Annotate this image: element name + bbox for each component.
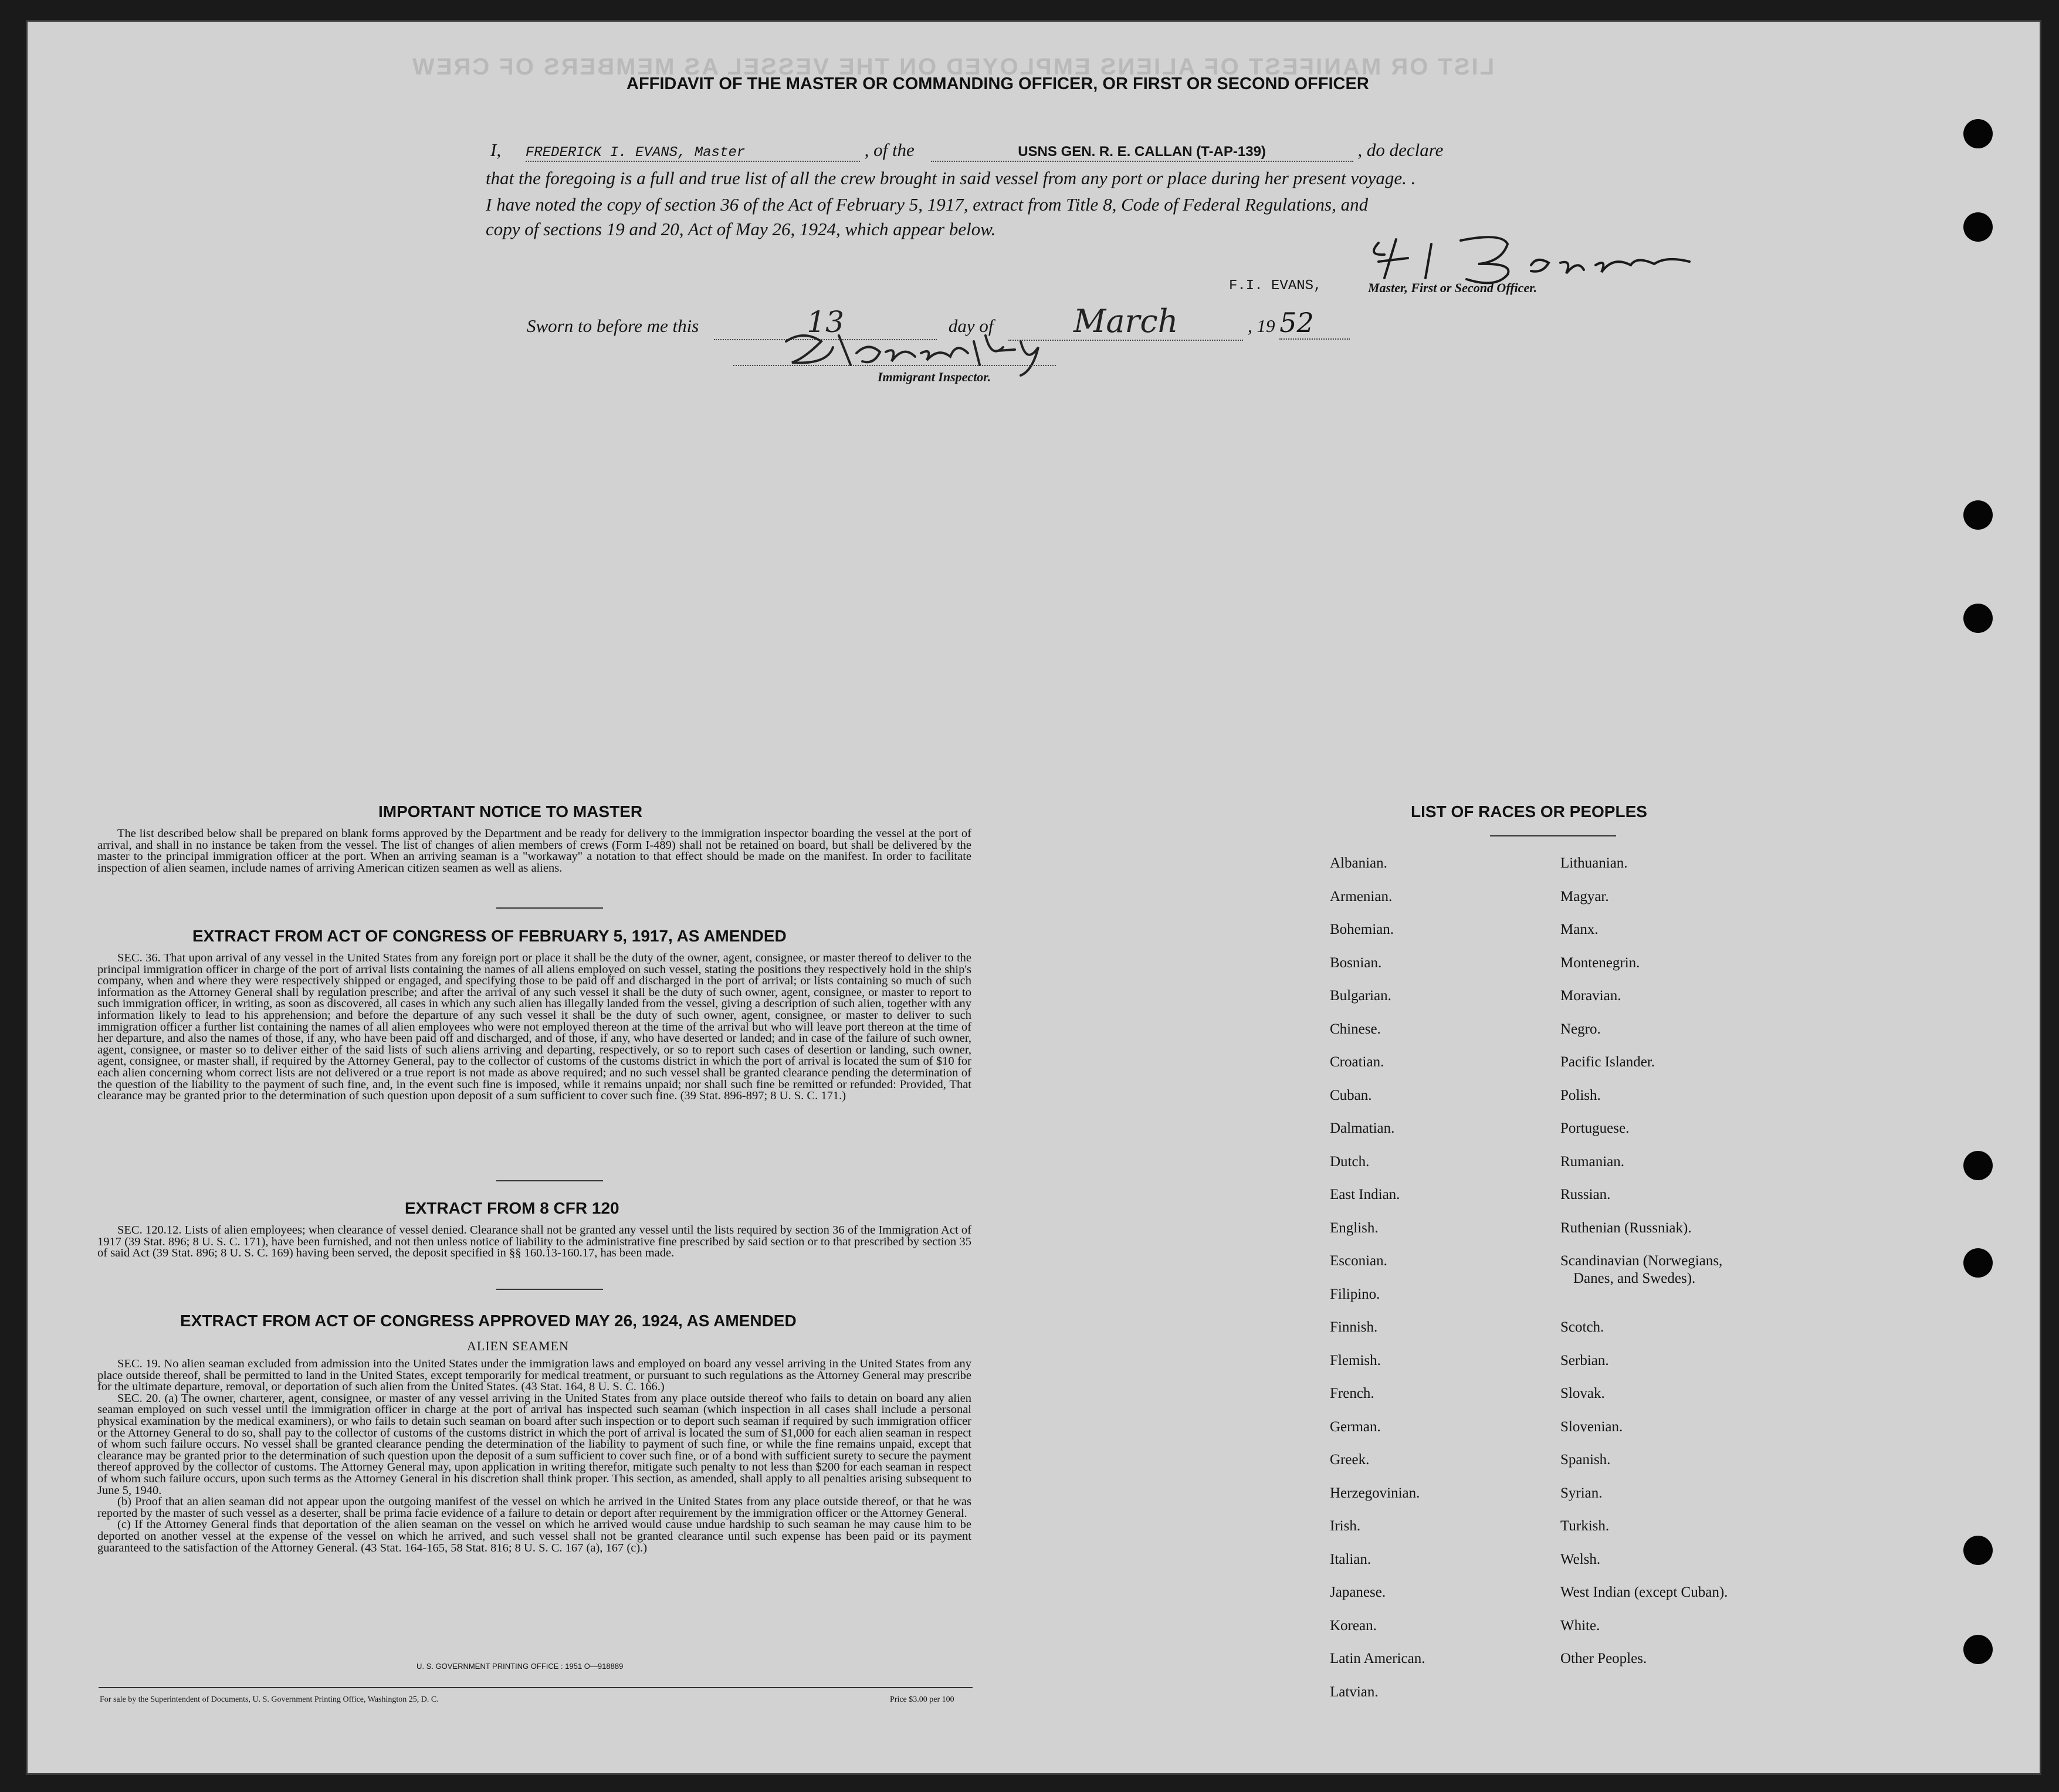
race-item: Latvian.: [1330, 1683, 1379, 1700]
race-item: Russian.: [1560, 1187, 1611, 1202]
year-field: [1279, 307, 1350, 340]
binder-hole: [1963, 604, 1993, 633]
of-the-label: , of the: [864, 140, 915, 160]
do-declare-label: , do declare: [1357, 140, 1444, 160]
race-item: Other Peoples.: [1560, 1651, 1647, 1666]
cfr-text: [97, 1225, 971, 1259]
footer-rule: [99, 1687, 973, 1688]
extract-1924-title: EXTRACT FROM ACT OF CONGRESS APPROVED MAY 26, 1924, AS AMENDED: [180, 1312, 797, 1330]
race-item: Manx.: [1560, 922, 1599, 937]
race-item: English.: [1330, 1219, 1379, 1236]
race-item: Dutch.: [1330, 1153, 1370, 1170]
race-item: Lithuanian.: [1560, 855, 1628, 871]
race-item: East Indian.: [1330, 1187, 1400, 1202]
extract-1924-text: [97, 1359, 971, 1554]
extract-1917-text: [97, 953, 971, 1102]
section-20b-paragraph: (b) Proof that an alien seaman did not appear upon the outgoing manifest of the vessel on which he arrived in the United States from any place outside thereof, or that he was reported by the master of such vessel as a deserter, shall be prima facie evidence of a failure to detain or deport after requirement by the immigration officer or the Attorney General.: [97, 1495, 971, 1520]
binder-hole: [1963, 1635, 1993, 1664]
signer-title: Master, First or Second Officer.: [1368, 280, 1538, 295]
race-item: Irish.: [1330, 1518, 1361, 1534]
divider: [1490, 835, 1616, 836]
races-title: LIST OF RACES OR PEOPLES: [1411, 802, 1647, 821]
day-of-label: day of: [948, 316, 994, 336]
race-item: Albanian.: [1330, 855, 1387, 871]
race-item: Latin American.: [1330, 1651, 1425, 1666]
race-item: Finnish.: [1330, 1319, 1378, 1335]
race-item: Moravian.: [1560, 988, 1621, 1004]
race-item: Pacific Islander.: [1560, 1054, 1655, 1070]
affidavit-line3: I have noted the copy of section 36 of the Act of February 5, 1917, extract from Title 8, Code of Federal Regulations, and: [486, 194, 1369, 215]
notice-title: IMPORTANT NOTICE TO MASTER: [378, 802, 643, 821]
race-item: German.: [1330, 1418, 1381, 1435]
race-item: Slovak.: [1560, 1386, 1605, 1401]
binder-hole: [1963, 1248, 1993, 1278]
inspector-label: Immigrant Inspector.: [878, 370, 991, 384]
sworn-month: March: [1073, 303, 1178, 340]
divider: [496, 1180, 603, 1181]
race-item: Flemish.: [1330, 1352, 1381, 1368]
cfr-paragraph: SEC. 120.12. Lists of alien employees; when clearance of vessel denied. Clearance shall not be granted any vessel until the lists required by section 36 of the Immigration Act of 1917 (39 Stat. 896; 8 U. S. C. 171), have been furnished, and not then unless notice of liability to the administrative fine prescribed by said section or to that prescribed by section 35 of said Act (39 Stat. 896; 8 U. S. C. 169) having been served, the deposit specified in §§ 160.13-160.17, has been made.: [97, 1224, 971, 1260]
section-20c-paragraph: (c) If the Attorney General finds that deportation of the alien seaman on the vessel on which he arrived would cause undue hardship to such seaman he may cause him to be deported on another vessel at the expense of the vessel on which he arrived, and such vessel shall not be granted clearance until such expense has been paid or its payment guaranteed to the satisfaction of the Attorney General. (43 Stat. 164-165, 58 Stat. 816; 8 U. S. C. 167 (a), 167 (c).): [97, 1518, 971, 1554]
race-item: Syrian.: [1560, 1485, 1603, 1501]
notice-text: [97, 828, 971, 874]
inspector-signature: [780, 324, 1056, 377]
race-item: West Indian (except Cuban).: [1560, 1584, 1728, 1600]
race-item: Slovenian.: [1560, 1418, 1623, 1435]
race-item: Scotch.: [1560, 1319, 1604, 1335]
race-item: Japanese.: [1330, 1584, 1386, 1600]
typed-signer-name: F.I. EVANS,: [1229, 278, 1322, 294]
binder-hole: [1963, 1151, 1993, 1180]
year-prefix: , 19: [1247, 316, 1275, 336]
race-item: Ruthenian (Russniak).: [1560, 1219, 1692, 1236]
race-item: Armenian.: [1330, 888, 1393, 905]
race-item: Polish.: [1560, 1087, 1601, 1103]
race-item: Danes, and Swedes).: [1573, 1271, 1696, 1286]
race-item: Herzegovinian.: [1330, 1485, 1420, 1501]
extract-1917-title: EXTRACT FROM ACT OF CONGRESS OF FEBRUARY 5, 1917, AS AMENDED: [192, 927, 787, 945]
race-item: Spanish.: [1560, 1452, 1611, 1468]
races-column-1: [1330, 855, 1425, 1717]
race-item: Bulgarian.: [1330, 988, 1391, 1004]
sworn-label: Sworn to before me this: [527, 316, 699, 336]
affidavit-line1: [490, 140, 1605, 162]
race-item: Turkish.: [1560, 1518, 1610, 1534]
binder-hole: [1963, 1536, 1993, 1565]
race-item: Welsh.: [1560, 1551, 1601, 1567]
binder-hole: [1963, 119, 1993, 148]
binder-hole: [1963, 500, 1993, 530]
printing-office-note: U. S. GOVERNMENT PRINTING OFFICE : 1951 O—918889: [416, 1662, 624, 1671]
master-name-field: FREDERICK I. EVANS, Master: [526, 145, 860, 162]
race-item: Chinese.: [1330, 1021, 1381, 1037]
race-item: Bohemian.: [1330, 922, 1394, 937]
races-column-2: [1560, 855, 1728, 1684]
race-item: Bosnian.: [1330, 954, 1382, 971]
sworn-day: 13: [807, 305, 844, 339]
race-item: Greek.: [1330, 1452, 1370, 1468]
race-item: Dalmatian.: [1330, 1120, 1395, 1136]
alien-seamen-subtitle: ALIEN SEAMEN: [467, 1339, 569, 1353]
race-item: French.: [1330, 1386, 1374, 1401]
notice-paragraph: The list described below shall be prepared on blank forms approved by the Department and be ready for delivery to the immigration inspector boarding the vessel at the port of arrival, and shall in no instance be taken from the vessel. The list of changes of alien members of crews (Form I-489) shall not be retained on board, but shall be delivered by the master to the principal immigration officer at the port. When an arriving seaman is a "workaway" a notation to that effect should be made on the manifest. In order to facilitate inspection of alien seamen, include names of arriving American citizen seamen as well as aliens.: [97, 827, 971, 875]
section-19-paragraph: SEC. 19. No alien seaman excluded from admission into the United States under the immigration laws and employed on board any vessel arriving in the United States from any place outside thereof, shall be permitted to land in the United States, except temporarily for medical treatment, or pursuant to such regulations as the Attorney General may prescribe for the ultimate departure, removal, or deportation of such alien from the United States. (43 Stat. 164, 8 U. S. C. 166.): [97, 1357, 971, 1394]
affidavit-line2: that the foregoing is a full and true list of all the crew brought in said vessel from any port or place during her present voyage. .: [486, 168, 1416, 188]
race-item: Montenegrin.: [1560, 954, 1640, 971]
divider: [496, 1289, 603, 1290]
race-item: White.: [1560, 1617, 1600, 1634]
sworn-year: 52: [1279, 307, 1314, 338]
divider: [496, 907, 603, 909]
race-item: Croatian.: [1330, 1054, 1384, 1070]
cfr-title: EXTRACT FROM 8 CFR 120: [405, 1199, 619, 1217]
affidavit-title: AFFIDAVIT OF THE MASTER OR COMMANDING OFFICER, OR FIRST OR SECOND OFFICER: [626, 74, 1369, 93]
race-item: Filipino.: [1330, 1286, 1380, 1302]
inspector-signature-line: [733, 365, 1056, 366]
sale-note: For sale by the Superintendent of Documents, U. S. Government Printing Office, Washington 25, D. C.: [100, 1695, 439, 1704]
race-item: Magyar.: [1560, 888, 1609, 905]
section-36-paragraph: SEC. 36. That upon arrival of any vessel in the United States from any foreign port or place it shall be the duty of the owner, agent, consignee, or master thereof to deliver to the principal immigration officer in charge of the port of arrival lists containing the names of all aliens employed on such vessel, stating the positions they respectively hold in the ship's company, when and where they were respectively shipped or engaged, and specifying those to be paid off and discharged in the port of arrival; or lists containing so much of such information as the Attorney General shall by regulation prescribe; and after the arrival of any such vessel it shall be the duty of such owner, agent, consignee, or master to report to such immigration officer, in writing, as soon as discovered, all cases in which any such alien has illegally landed from the vessel, giving a description of such alien, together with any information likely to lead to his apprehension; and before the departure of any such vessel it shall be the duty of such owner, agent, consignee, or master to deliver to such immigration officer a further list containing the names of all alien employees who were not employed thereon at the time of the arrival but who will leave port thereon at the time of her departure, and also the names of those, if any, who have been paid off and discharged, and of those, if any, who have deserted or landed; and in case of the failure of such owner, agent, consignee, or master so to deliver either of the said lists of such aliens arriving and departing, respectively, or so to report such cases of desertion or landing, such owner, agent, consignee, or master shall, if required by the Attorney General, pay to the collector of customs of the customs district in which the port of arrival is located the sum of $10 for each alien concerning whom correct lists are not delivered or a true report is not made as above required; and no such vessel shall be granted clearance pending the determination of the question of the liability to the payment of such fine, and, in the event such fine is imposed, while it remains unpaid; nor shall such fine be remitted or refunded: Provided, That clearance may be granted prior to the determination of such question upon deposit of a sum sufficient to cover such fine. (39 Stat. 896-897; 8 U. S. C. 171.): [97, 951, 971, 1103]
section-20a-paragraph: SEC. 20. (a) The owner, charterer, agent, consignee, or master of any vessel arriving in the United States from any place outside thereof who fails to detain on board any alien seaman employed on such vessel until the immigration officer in charge at the port of arrival has inspected such seaman (which inspection in all cases shall include a personal physical examination by the medical examiners), or who fails to detain such seaman on board after such inspection or to deport such seaman if required by such immigration officer or the Attorney General to do so, shall pay to the collector of customs of the customs district in which the port of arrival is located the sum of $1,000 for each alien seaman in respect of whom such failure occurs. No vessel shall be granted clearance pending the determination of the liability to payment of such fine, or while the fine remains unpaid, except that clearance may be granted prior to the determination of such question upon the deposit of a sum sufficient to cover such fine, or of a bond with sufficient surety to secure the payment thereof approved by the collector of customs. The Attorney General may, upon application in writing therefor, mitigate such penalty to not less than $200 for each seaman in respect of whom such failure occurs, upon such terms as the Attorney General in his discretion shall think proper. This section, as amended, shall apply to all penalties arising subsequent to June 5, 1940.: [97, 1391, 971, 1497]
affidavit-line4: copy of sections 19 and 20, Act of May 26, 1924, which appear below.: [486, 219, 996, 239]
race-item: Italian.: [1330, 1551, 1371, 1567]
binder-hole: [1963, 212, 1993, 242]
vessel-name: USNS GEN. R. E. CALLAN (T-AP-139): [1018, 144, 1266, 160]
race-item: Cuban.: [1330, 1087, 1372, 1103]
race-item: Portuguese.: [1560, 1120, 1630, 1136]
i-label: I,: [490, 140, 502, 160]
race-item: Negro.: [1560, 1021, 1601, 1037]
race-item: Scandinavian (Norwegians,: [1560, 1253, 1723, 1269]
price-note: Price $3.00 per 100: [890, 1695, 954, 1704]
race-item: Korean.: [1330, 1617, 1377, 1634]
vessel-name-field: [931, 140, 1353, 162]
bleed-through-text: LIST OR MANIFEST OF ALIENS EMPLOYED ON THE VESSEL AS MEMBERS OF CREW: [411, 54, 1495, 80]
race-item: Esconian.: [1330, 1253, 1387, 1269]
race-item: Serbian.: [1560, 1352, 1609, 1368]
race-item: Rumanian.: [1560, 1153, 1625, 1170]
